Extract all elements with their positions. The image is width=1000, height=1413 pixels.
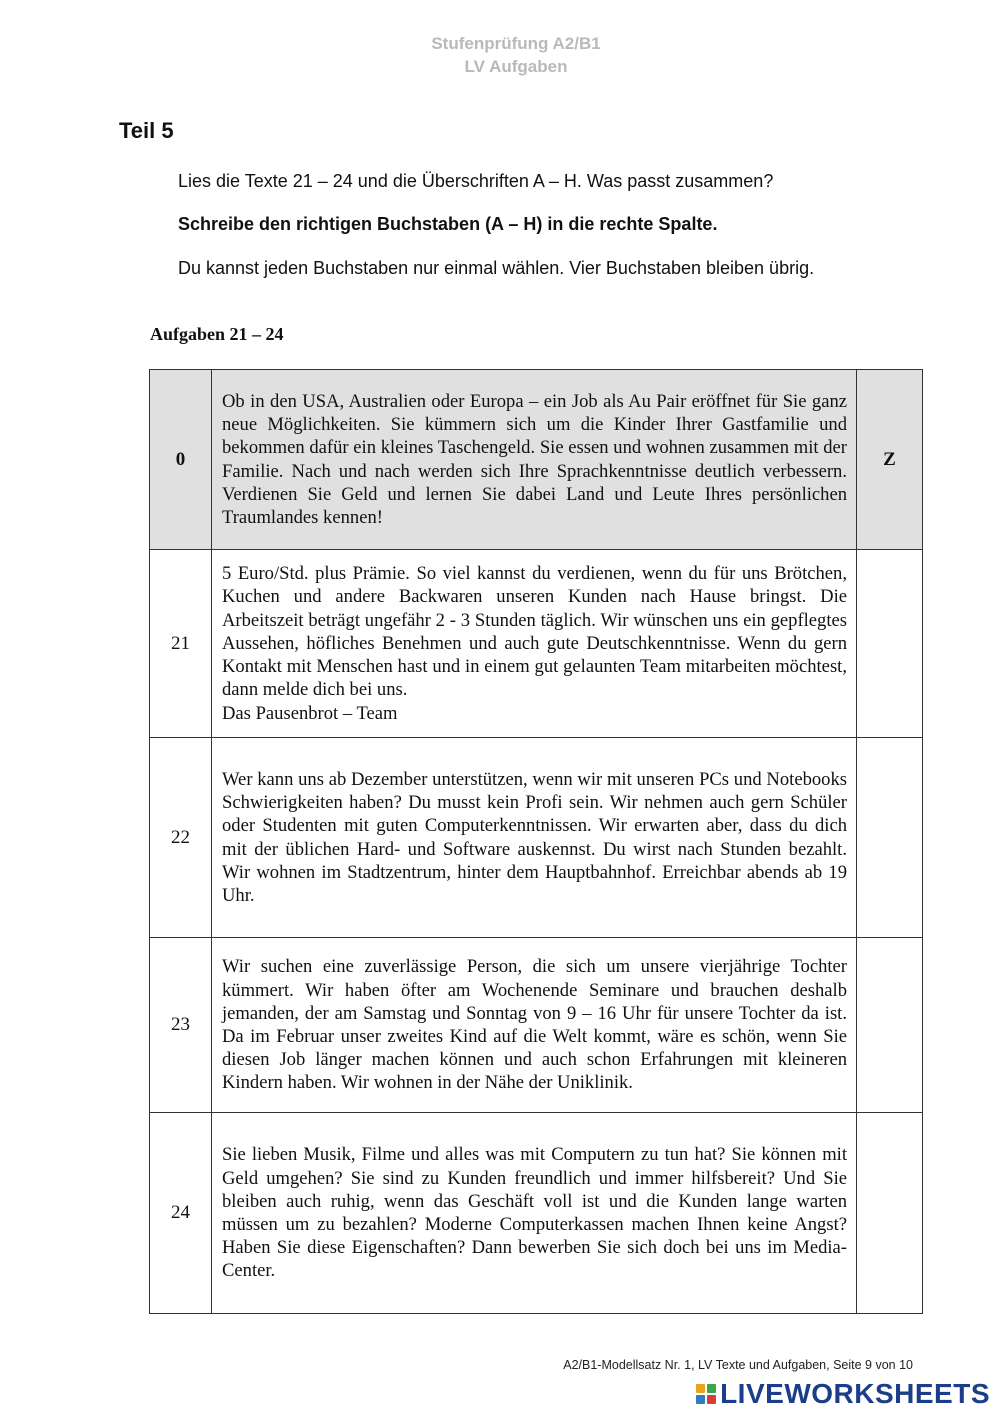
instruction-2: Schreibe den richtigen Buchstaben (A – H) in die rechte Spalte.: [178, 214, 718, 234]
instruction-3: Du kannst jeden Buchstaben nur einmal wählen. Vier Buchstaben bleiben übrig.: [178, 258, 815, 278]
tasks-table: [149, 369, 923, 1314]
table-row: [150, 550, 923, 738]
header-exam-title: Stufenprüfung A2/B1: [431, 34, 601, 53]
table-row: [150, 1113, 923, 1314]
page-footer: A2/B1-Modellsatz Nr. 1, LV Texte und Aufgaben, Seite 9 von 10: [563, 1358, 913, 1372]
table-row-example: [150, 370, 923, 550]
logo-cell-icon: [707, 1395, 716, 1404]
row-number: 0: [150, 370, 212, 550]
row-text: 5 Euro/Std. plus Prämie. So viel kannst du verdienen, wenn du für uns Brötchen, Kuchen und andere Backwaren unseren Kunden nach Hause bringst. Die Arbeitszeit beträgt ungefähr 2 - 3 Stunden täglich. Wir wünschen uns ein gepflegtes Aussehen, höfliches Benehmen und auch gute Deutschkenntnisse. Wenn du gern Kontakt mit Menschen hast und in einem gut gelaunten Team mitarbeiten möchtest, dann melde dich bei uns. Das Pausenbrot – Team: [212, 550, 857, 738]
page-header: [0, 32, 1000, 78]
row-text: Wir suchen eine zuverlässige Person, die sich um unsere vierjährige Tochter kümmert. Wir haben öfter am Wochenende Seminare und brauchen deshalb jemanden, der am Samstag und Sonntag von 9 – 16 Uhr für unsere Tochter da ist. Da im Februar unser zweites Kind auf die Welt kommt, wäre es schön, wenn Sie diesen Job länger machen können und auch schon Erfahrungen mit kleineren Kindern haben. Wir wohnen in der Nähe der Uniklinik.: [212, 938, 857, 1113]
liveworksheets-logo[interactable]: [696, 1378, 990, 1410]
answer-input-21[interactable]: [857, 550, 923, 738]
section-title: Teil 5: [119, 118, 174, 143]
tasks-heading: Aufgaben 21 – 24: [150, 324, 284, 344]
row-text: Ob in den USA, Australien oder Europa – ein Job als Au Pair eröffnet für Sie ganz neue Möglichkeiten. Sie kümmern sich um die Kinder Ihrer Gastfamilie und bekommen dafür ein kleines Taschengeld. Sie essen und wohnen zusammen mit der Familie. Nach und nach werden sich Ihre Sprachkenntnisse deutlich verbessern. Verdienen Sie Geld und lernen Sie dabei Land und Leute Ihres persönlichen Traumlandes kennen!: [212, 370, 857, 550]
row-text: Sie lieben Musik, Filme und alles was mit Computern zu tun hat? Sie können mit Geld umgehen? Sie sind zu Kunden freundlich und immer hilfsbereit? Und Sie bleiben auch ruhig, wenn das Geschäft voll ist und die Kunden lange warten müssen um zu bezahlen? Moderne Computerkassen machen Ihnen keine Angst? Haben Sie diese Eigenschaften? Dann bewerben Sie sich doch bei uns im Media-Center.: [212, 1113, 857, 1314]
table-row: [150, 738, 923, 938]
row-number: 22: [150, 738, 212, 938]
row-number: 21: [150, 550, 212, 738]
answer-input-22[interactable]: [857, 738, 923, 938]
answer-input-23[interactable]: [857, 938, 923, 1113]
answer-cell: Z: [857, 370, 923, 550]
logo-cell-icon: [696, 1395, 705, 1404]
logo-cell-icon: [707, 1384, 716, 1393]
logo-grid-icon: [696, 1384, 716, 1404]
header-subtitle: LV Aufgaben: [464, 57, 568, 76]
logo-cell-icon: [696, 1384, 705, 1393]
answer-input-24[interactable]: [857, 1113, 923, 1314]
row-text: Wer kann uns ab Dezember unterstützen, wenn wir mit unseren PCs und Notebooks Schwierigkeiten haben? Du musst kein Profi sein. Wir nehmen auch gern Schüler oder Studenten mit guten Computerkenntnissen. Wir erwarten aber, dass du dich mit der üblichen Hard- und Software auskennst. Du wirst nach Stunden bezahlt. Wir wohnen im Stadtzentrum, hinter dem Hauptbahnhof. Erreichbar abends ab 19 Uhr.: [212, 738, 857, 938]
row-number: 23: [150, 938, 212, 1113]
row-number: 24: [150, 1113, 212, 1314]
table-row: [150, 938, 923, 1113]
instruction-1: Lies die Texte 21 – 24 und die Überschriften A – H. Was passt zusammen?: [178, 171, 774, 191]
brand-name: LIVEWORKSHEETS: [720, 1378, 990, 1409]
